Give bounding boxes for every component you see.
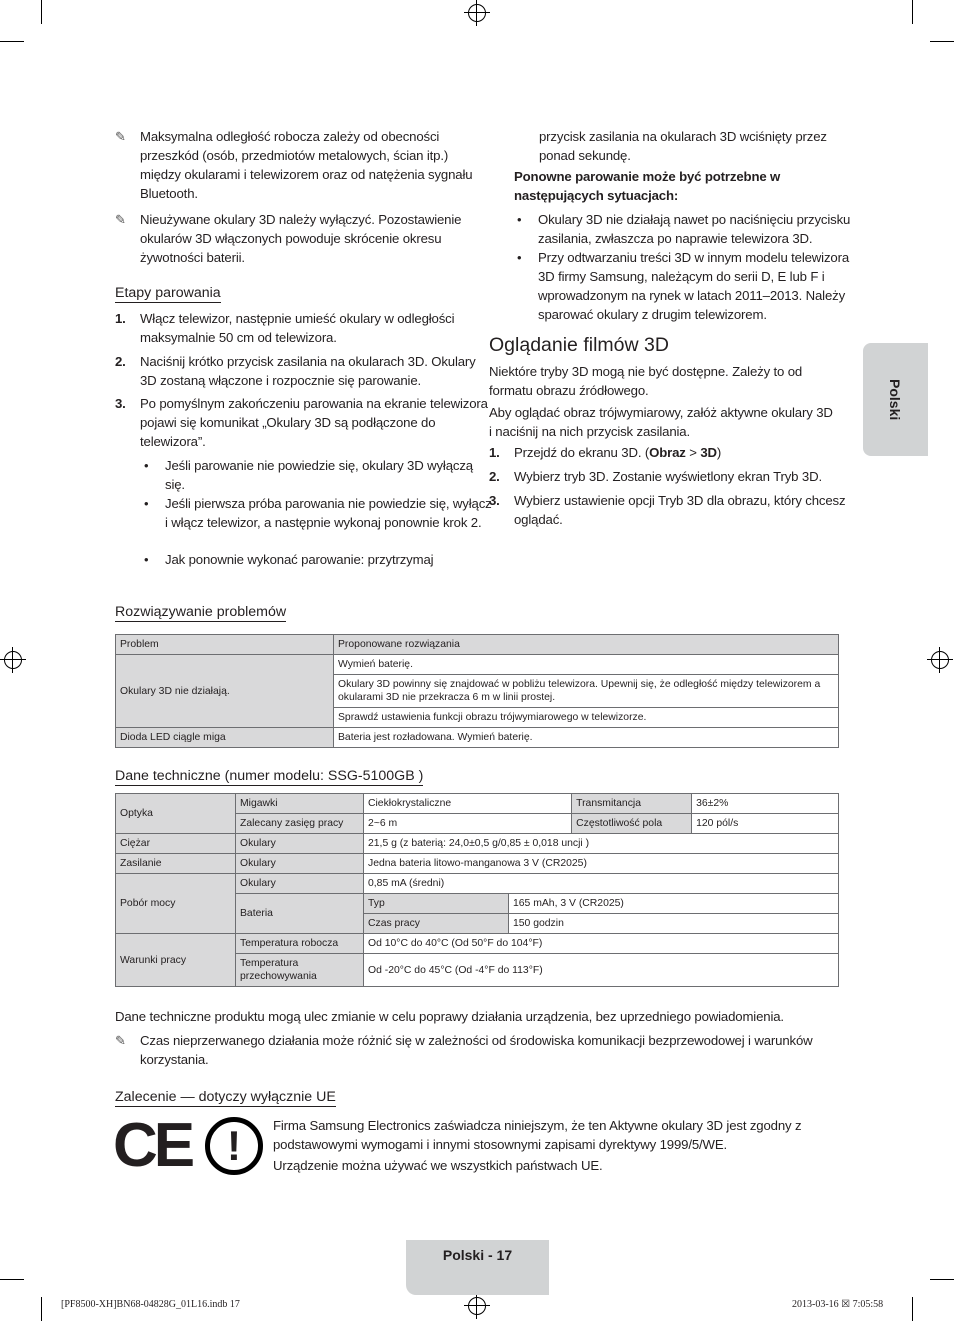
table-cell: Ciekłokrystaliczne xyxy=(364,794,572,814)
table-cell: 36±2% xyxy=(692,794,839,814)
table-cell: Typ xyxy=(364,894,509,914)
table-cell: Warunki pracy xyxy=(116,934,236,987)
table-row xyxy=(116,834,839,854)
registration-mark-icon xyxy=(4,651,22,669)
registration-mark-icon xyxy=(468,1297,486,1315)
footer-timestamp: 2013-03-16 ☒ 7:05:58 xyxy=(792,1299,884,1310)
table-cell: 165 mAh, 3 V (CR2025) xyxy=(509,894,839,914)
table-cell: Transmitancja xyxy=(572,794,692,814)
table-row xyxy=(116,635,839,655)
pairing-bullet: • Jeśli pierwsza próba parowania nie powiedzie się, wyłącz i włącz telewizor, a następnie wykonaj ponownie krok 2. xyxy=(144,496,492,530)
pairing-bullet: • Jak ponownie wykonać parowanie: przytrzymaj xyxy=(144,552,434,567)
pairing-step-1: 1. Włącz telewizor, następnie umieść okulary w odległości maksymalnie 50 cm od telewizora. xyxy=(115,311,455,345)
table-cell: Bateria xyxy=(236,894,364,934)
language-side-tab: Polski xyxy=(863,343,928,456)
note-continuous-use: ✎ Czas nieprzerwanego działania może różnić się w zależności od środowiska komunikacji bezprzewodowej i warunków korzystania. xyxy=(115,1033,813,1067)
pairing-step-3: 3. Po pomyślnym zakończeniu parowania na ekranie telewizora pojawi się komunikat „Okulary 3D są podłączone do telewizora”. xyxy=(115,396,488,449)
section-title-3d: Oglądanie filmów 3D xyxy=(489,334,669,356)
crop-mark xyxy=(41,1297,42,1321)
crop-mark xyxy=(912,1297,913,1321)
pencil-note-icon: ✎ xyxy=(115,1033,126,1048)
solution-line: Wymień baterię. xyxy=(334,655,838,675)
crop-mark xyxy=(930,1279,954,1280)
eu-usage: Urządzenie można używać we wszystkich państwach UE. xyxy=(273,1158,603,1173)
re-pairing-intro: Ponowne parowanie może być potrzebne w następujących sytuacjach: xyxy=(514,169,781,203)
table-row xyxy=(116,874,839,894)
solution-line: Okulary 3D powinny się znajdować w pobliżu telewizora. Upewnij się, że odległość między telewizorem a okularami 3D nie przekracza 6 m w linii prostej. xyxy=(334,675,838,708)
crop-mark xyxy=(0,1279,24,1280)
alert-mark-icon: ! xyxy=(205,1117,263,1175)
re-pairing-bullet: • Przy odtwarzaniu treści 3D w innym modelu telewizora 3D firmy Samsung, należącym do serii D, E lub F i wprowadzonym na rynek w latach 2011–2013. Należy sparować okulary z drugim telewizorem. xyxy=(517,250,850,322)
registration-mark-icon xyxy=(468,4,486,22)
specs-table xyxy=(115,793,839,987)
ce-mark-icon: CE xyxy=(113,1111,192,1180)
page-number: Polski - 17 xyxy=(442,1247,513,1263)
table-cell: Migawki xyxy=(236,794,364,814)
table-header-cell: Problem xyxy=(116,635,334,655)
table-row xyxy=(116,854,839,874)
pencil-note-icon: ✎ xyxy=(115,212,126,227)
re-pairing-bullet: • Okulary 3D nie działają nawet po naciśnięciu przycisku zasilania, zwłaszcza po naprawie telewizora 3D. xyxy=(517,212,851,246)
table-cell: Okulary xyxy=(236,854,364,874)
table-cell: Temperatura robocza xyxy=(236,934,364,954)
specs-disclaimer: Dane techniczne produktu mogą ulec zmianie w celu poprawy działania urządzenia, bez uprzedniego powiadomienia. xyxy=(115,1009,784,1024)
note-turn-off: ✎ Nieużywane okulary 3D należy wyłączyć. Pozostawienie okularów 3D włączonych powoduje skrócenie okresu żywotności baterii. xyxy=(115,212,462,265)
3d-step-1: 1. Przejdź do ekranu 3D. (Obraz > 3D) xyxy=(489,445,722,460)
table-cell: Okulary xyxy=(236,874,364,894)
3d-step-3: 3. Wybierz ustawienie opcji Tryb 3D dla obrazu, który chcesz oglądać. xyxy=(489,493,846,527)
3d-step-2: 2. Wybierz tryb 3D. Zostanie wyświetlony ekran Tryb 3D. xyxy=(489,469,822,484)
table-cell: Ciężar xyxy=(116,834,236,854)
table-cell: Częstotliwość pola xyxy=(572,814,692,834)
troubleshooting-table xyxy=(115,634,839,748)
3d-paragraph-2: Aby oglądać obraz trójwymiarowy, załóż aktywne okulary 3D i naciśnij na nich przycisk zasilania. xyxy=(489,405,833,439)
table-header-cell: Proponowane rozwiązania xyxy=(334,635,839,655)
table-cell: 2~6 m xyxy=(364,814,572,834)
table-cell xyxy=(334,655,839,728)
eu-heading: Zalecenie — dotyczy wyłącznie UE xyxy=(115,1089,336,1105)
table-cell: Temperatura przechowywania xyxy=(236,954,364,987)
table-cell: 21,5 g (z baterią: 24,0±0,5 g/0,85 ± 0,018 uncji ) xyxy=(364,834,839,854)
pairing-bullet: • Jeśli parowanie nie powiedzie się, okulary 3D wyłączą się. xyxy=(144,458,473,492)
pairing-continuation: przycisk zasilania na okularach 3D wciśnięty przez ponad sekundę. xyxy=(539,129,827,163)
page-number-tab xyxy=(406,1240,549,1295)
3d-paragraph-1: Niektóre tryby 3D mogą nie być dostępne. Zależy to od formatu obrazu źródłowego. xyxy=(489,364,803,398)
table-cell: Pobór mocy xyxy=(116,874,236,934)
table-row xyxy=(116,728,839,748)
table-cell: 150 godzin xyxy=(509,914,839,934)
table-cell: Okulary 3D nie działają. xyxy=(116,655,334,728)
crop-mark xyxy=(930,41,954,42)
table-cell: Zasilanie xyxy=(116,854,236,874)
solution-line: Sprawdź ustawienia funkcji obrazu trójwymiarowego w telewizorze. xyxy=(338,712,647,723)
table-cell: Od -20°C do 45°C (Od -4°F do 113°F) xyxy=(364,954,839,987)
table-cell: Czas pracy xyxy=(364,914,509,934)
table-row xyxy=(116,794,839,814)
footer-file-name: [PF8500-XH]BN68-04828G_01L16.indb 17 xyxy=(61,1299,240,1310)
specs-heading: Dane techniczne (numer modelu: SSG-5100GB ) xyxy=(115,768,424,784)
crop-mark xyxy=(41,0,42,24)
crop-mark xyxy=(0,41,24,42)
troubleshooting-heading: Rozwiązywanie problemów xyxy=(115,604,287,620)
note-distance: ✎ Maksymalna odległość robocza zależy od obecności przeszkód (osób, przedmiotów metalowych, ścian itp.) między okularami i telewizorem oraz od natężenia sygnału Bluetooth. xyxy=(115,129,473,201)
table-cell: Od 10°C do 40°C (Od 50°F do 104°F) xyxy=(364,934,839,954)
table-cell: Optyka xyxy=(116,794,236,834)
table-row xyxy=(116,934,839,954)
table-row xyxy=(116,655,839,728)
table-cell: 0,85 mA (średni) xyxy=(364,874,839,894)
pairing-step-2: 2. Naciśnij krótko przycisk zasilania na okularach 3D. Okulary 3D zostaną włączone i rozpocznie się parowanie. xyxy=(115,354,476,388)
eu-declaration: Firma Samsung Electronics zaświadcza niniejszym, że ten Aktywne okulary 3D jest zgodny z podstawowymi wymogami i innymi stosownymi zapisami dyrektywy 1999/5/WE. xyxy=(273,1118,802,1152)
table-cell: Okulary xyxy=(236,834,364,854)
table-cell: Dioda LED ciągle miga xyxy=(116,728,334,748)
pencil-note-icon: ✎ xyxy=(115,129,126,144)
pairing-heading: Etapy parowania xyxy=(115,285,221,301)
crop-mark xyxy=(912,0,913,24)
table-cell: 120 pól/s xyxy=(692,814,839,834)
registration-mark-icon xyxy=(931,651,949,669)
table-cell: Zalecany zasięg pracy xyxy=(236,814,364,834)
table-cell: Bateria jest rozładowana. Wymień baterię. xyxy=(334,728,839,748)
table-cell: Jedna bateria litowo-manganowa 3 V (CR2025) xyxy=(364,854,839,874)
